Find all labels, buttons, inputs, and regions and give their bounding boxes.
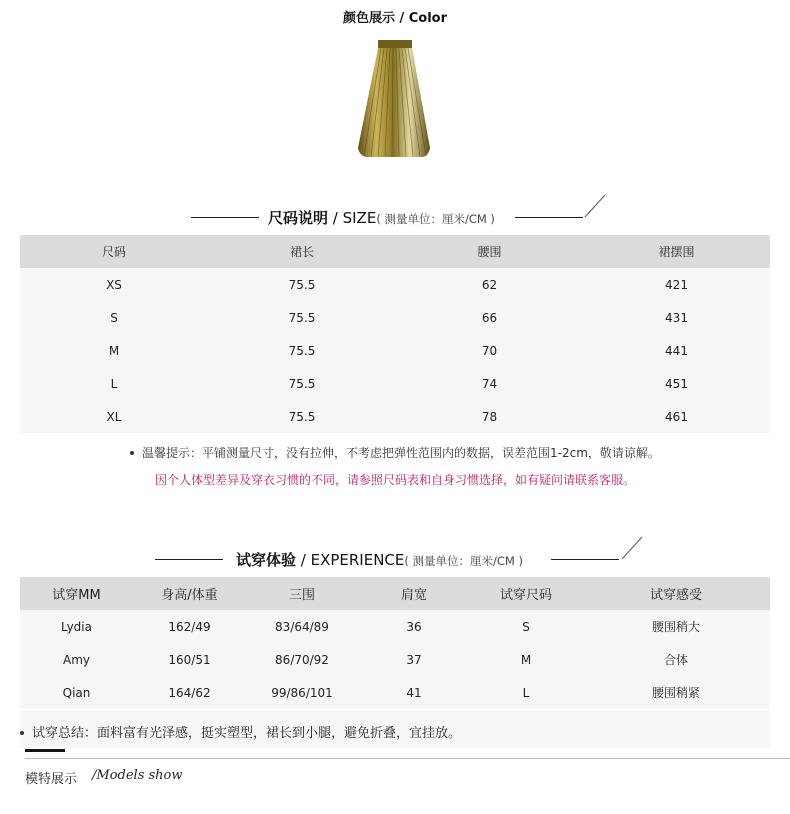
hem-cell: 431 [583, 301, 770, 334]
shoulder-cell: 41 [358, 676, 470, 709]
size-choice-warning: 因个人体型差异及穿衣习惯的不同，请参照尺码表和自身习惯选择，如有疑问请联系客服。 [154, 473, 635, 487]
size-cell: S [20, 301, 208, 334]
size-header-waist: 腰围 [396, 235, 583, 268]
experience-title-en: EXPERIENCE [310, 551, 405, 569]
measurements-cell: 86/70/92 [246, 643, 358, 676]
exp-header-size: 试穿尺码 [470, 577, 582, 610]
size-title-sep: / [328, 209, 343, 227]
table-row [20, 367, 770, 400]
table-row [20, 610, 770, 643]
tried-size-cell: S [470, 610, 582, 643]
size-section-header [0, 205, 790, 229]
table-row [20, 268, 770, 301]
table-row [20, 676, 770, 709]
exp-header-feel: 试穿感受 [582, 577, 770, 610]
waist-cell: 66 [396, 301, 583, 334]
experience-title-cn: 试穿体验 [236, 551, 297, 569]
size-cell: L [20, 367, 208, 400]
bullet-dot [130, 451, 134, 455]
experience-table [20, 577, 770, 709]
length-cell: 75.5 [208, 301, 396, 334]
size-header-size: 尺码 [20, 235, 208, 268]
waist-cell: 70 [396, 334, 583, 367]
experience-summary-line [20, 722, 461, 741]
table-row [20, 400, 770, 433]
header-rule-left [155, 559, 223, 560]
models-divider [25, 758, 790, 759]
waist-cell: 78 [396, 400, 583, 433]
size-cell: XL [20, 400, 208, 433]
bullet-dot [20, 731, 24, 735]
exp-header-height-weight: 身高/体重 [133, 577, 246, 610]
size-header-length: 裙长 [208, 235, 396, 268]
experience-section-title [236, 549, 523, 570]
header-slash-decoration [620, 535, 644, 561]
waist-cell: 62 [396, 268, 583, 301]
height-weight-cell: 162/49 [133, 610, 246, 643]
model-name-cell: Amy [20, 643, 133, 676]
experience-unit-note: ( 测量单位：厘米/CM ) [404, 554, 524, 568]
size-section-title [268, 207, 495, 228]
experience-table-header [20, 577, 770, 610]
models-title-cn: 模特展示 [25, 772, 78, 787]
hem-cell: 441 [583, 334, 770, 367]
tried-size-cell: L [470, 676, 582, 709]
size-table [20, 235, 770, 433]
hem-cell: 461 [583, 400, 770, 433]
shoulder-cell: 36 [358, 610, 470, 643]
size-table-header [20, 235, 770, 268]
header-rule-right [515, 217, 583, 218]
height-weight-cell: 164/62 [133, 676, 246, 709]
length-cell: 75.5 [208, 400, 396, 433]
feel-cell: 腰围稍紧 [582, 676, 770, 709]
size-header-hem: 裙摆围 [583, 235, 770, 268]
product-image-gold-pleated-skirt [350, 38, 440, 163]
models-accent-bar [25, 749, 65, 752]
experience-summary-text: 试穿总结：面料富有光泽感，挺实塑型，裙长到小腿，避免折叠，宜挂放。 [32, 726, 462, 741]
length-cell: 75.5 [208, 268, 396, 301]
header-slash-decoration [583, 193, 607, 219]
hem-cell: 421 [583, 268, 770, 301]
size-title-cn: 尺码说明 [268, 209, 329, 227]
size-title-en: SIZE [342, 209, 377, 227]
size-cell: M [20, 334, 208, 367]
size-cell: XS [20, 268, 208, 301]
model-name-cell: Lydia [20, 610, 133, 643]
hem-cell: 451 [583, 367, 770, 400]
measurements-cell: 83/64/89 [246, 610, 358, 643]
size-unit-note: ( 测量单位：厘米/CM ) [376, 212, 495, 226]
table-row [20, 301, 770, 334]
experience-summary [20, 710, 770, 748]
length-cell: 75.5 [208, 367, 396, 400]
table-row [20, 643, 770, 676]
height-weight-cell: 160/51 [133, 643, 246, 676]
measurements-cell: 99/86/101 [246, 676, 358, 709]
table-row [20, 334, 770, 367]
skirt-waistband [378, 40, 412, 48]
shoulder-cell: 37 [358, 643, 470, 676]
size-measure-tip-text: 温馨提示：平铺测量尺寸，没有拉伸，不考虑把弹性范围内的数据，误差范围1-2cm，敬请谅解。 [142, 446, 660, 460]
models-title-en: /Models show [92, 768, 183, 783]
feel-cell: 合体 [582, 643, 770, 676]
exp-header-shoulder: 肩宽 [358, 577, 470, 610]
color-section-title: 颜色展示 / Color [342, 11, 448, 26]
experience-title-sep: / [296, 551, 311, 569]
waist-cell: 74 [396, 367, 583, 400]
model-name-cell: Qian [20, 676, 133, 709]
header-rule-left [191, 217, 259, 218]
experience-section-header [0, 547, 790, 571]
tried-size-cell: M [470, 643, 582, 676]
header-rule-right [551, 559, 619, 560]
length-cell: 75.5 [208, 334, 396, 367]
exp-header-measurements: 三围 [246, 577, 358, 610]
skirt-body [358, 48, 430, 157]
size-measure-tip [130, 444, 660, 461]
exp-header-model: 试穿MM [20, 577, 133, 610]
feel-cell: 腰围稍大 [582, 610, 770, 643]
